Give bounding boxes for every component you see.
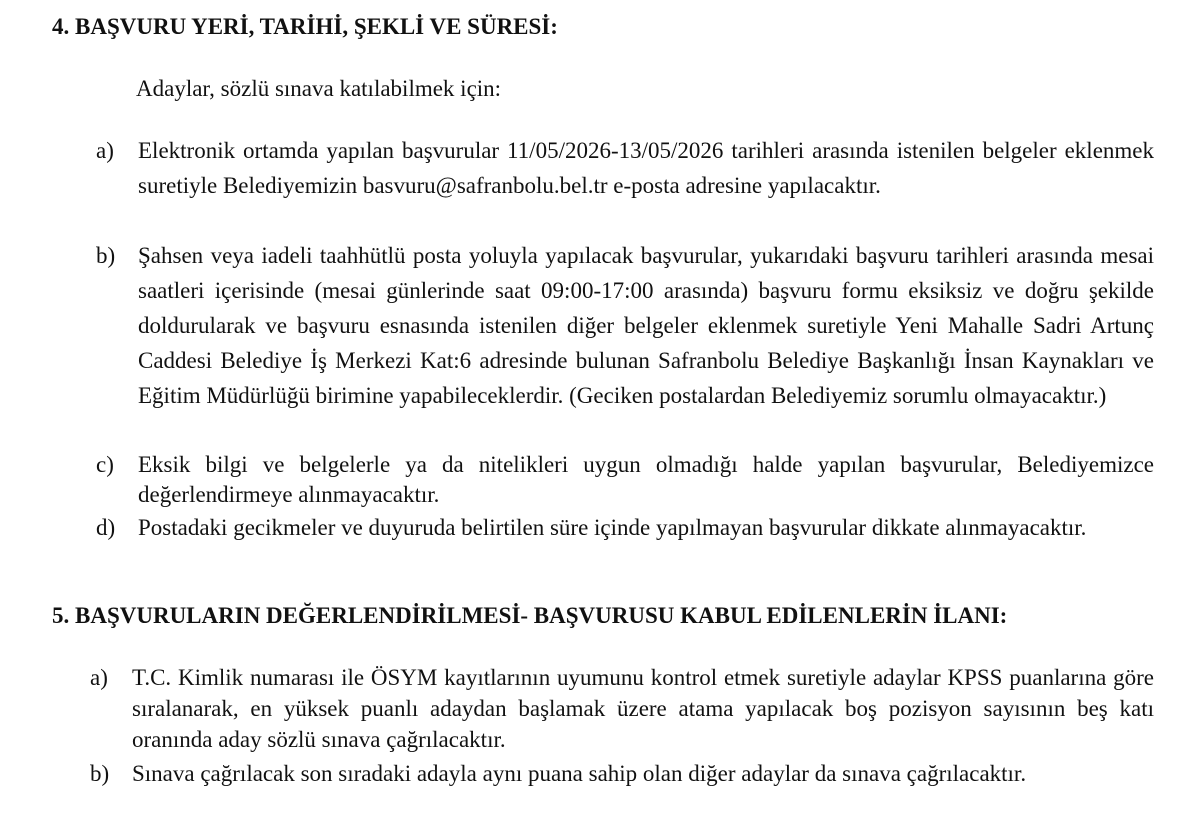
list-item-text: T.C. Kimlik numarası ile ÖSYM kayıtlarının uyumunu kontrol etmek suretiyle adaylar KPSS puanlarına göre sıralanarak, en yüksek puanlı adaydan başlamak üzere atama yapılacak boş pozisyon sayısının beş katı oranında aday sözlü sınava çağrılacaktır. bbox=[132, 665, 1154, 752]
list-item-text: Eksik bilgi ve belgelerle ya da nitelikleri uygun olmadığı halde yapılan başvurular, Belediyemizce değerlendirmeye alınmayacaktır. bbox=[138, 452, 1154, 507]
list-item bbox=[90, 756, 1154, 790]
list-item-text: Postadaki gecikmeler ve duyuruda belirtilen süre içinde yapılmayan başvurular dikkate alınmayacaktır. bbox=[138, 515, 1087, 540]
list-item bbox=[96, 511, 1154, 573]
list-marker: a) bbox=[96, 138, 114, 163]
list-marker: c) bbox=[96, 452, 114, 477]
list-marker: b) bbox=[90, 761, 110, 786]
list-item-text: Elektronik ortamda yapılan başvurular 11/05/2026-13/05/2026 tarihleri arasında istenilen belgeler eklenmek suretiyle Belediyemizin basvuru@safranbolu.bel.tr e-posta adresine yapılacaktır. bbox=[138, 138, 1154, 198]
section-4-heading: 4. BAŞVURU YERİ, TARİHİ, ŞEKLİ VE SÜRESİ: bbox=[52, 14, 558, 39]
list-marker: b) bbox=[96, 243, 116, 268]
list-marker: d) bbox=[96, 515, 116, 540]
section-5-heading: 5. BAŞVURULARIN DEĞERLENDİRİLMESİ- BAŞVURUSU KABUL EDİLENLERİN İLANI: bbox=[52, 603, 1008, 628]
list-item bbox=[96, 238, 1154, 448]
list-item-text: Sınava çağrılacak son sıradaki adayla aynı puana sahip olan diğer adaylar da sınava çağrılacaktır. bbox=[132, 761, 1027, 786]
list-item-text: Şahsen veya iadeli taahhütlü posta yoluyla yapılacak başvurular, yukarıdaki başvuru tarihleri arasında mesai saatleri içerisinde (mesai günlerinde saat 09:00-17:00 arasında) başvuru formu eksiksiz ve doğru şekilde doldurularak ve başvuru esnasında istenilen diğer belgeler eklenmek suretiyle Yeni Mahalle Sadri Artunç Caddesi Belediye İş Merkezi Kat:6 adresinde bulunan Safranbolu Belediye Başkanlığı İnsan Kaynakları ve Eğitim Müdürlüğü birimine yapabileceklerdir. (Geciken postalardan Belediyemiz sorumlu olmayacaktır.) bbox=[138, 243, 1154, 408]
section-4-intro: Adaylar, sözlü sınava katılabilmek için: bbox=[136, 76, 502, 101]
list-item bbox=[96, 450, 1154, 512]
list-marker: a) bbox=[90, 665, 108, 690]
list-item bbox=[96, 133, 1154, 243]
list-item bbox=[90, 662, 1154, 762]
